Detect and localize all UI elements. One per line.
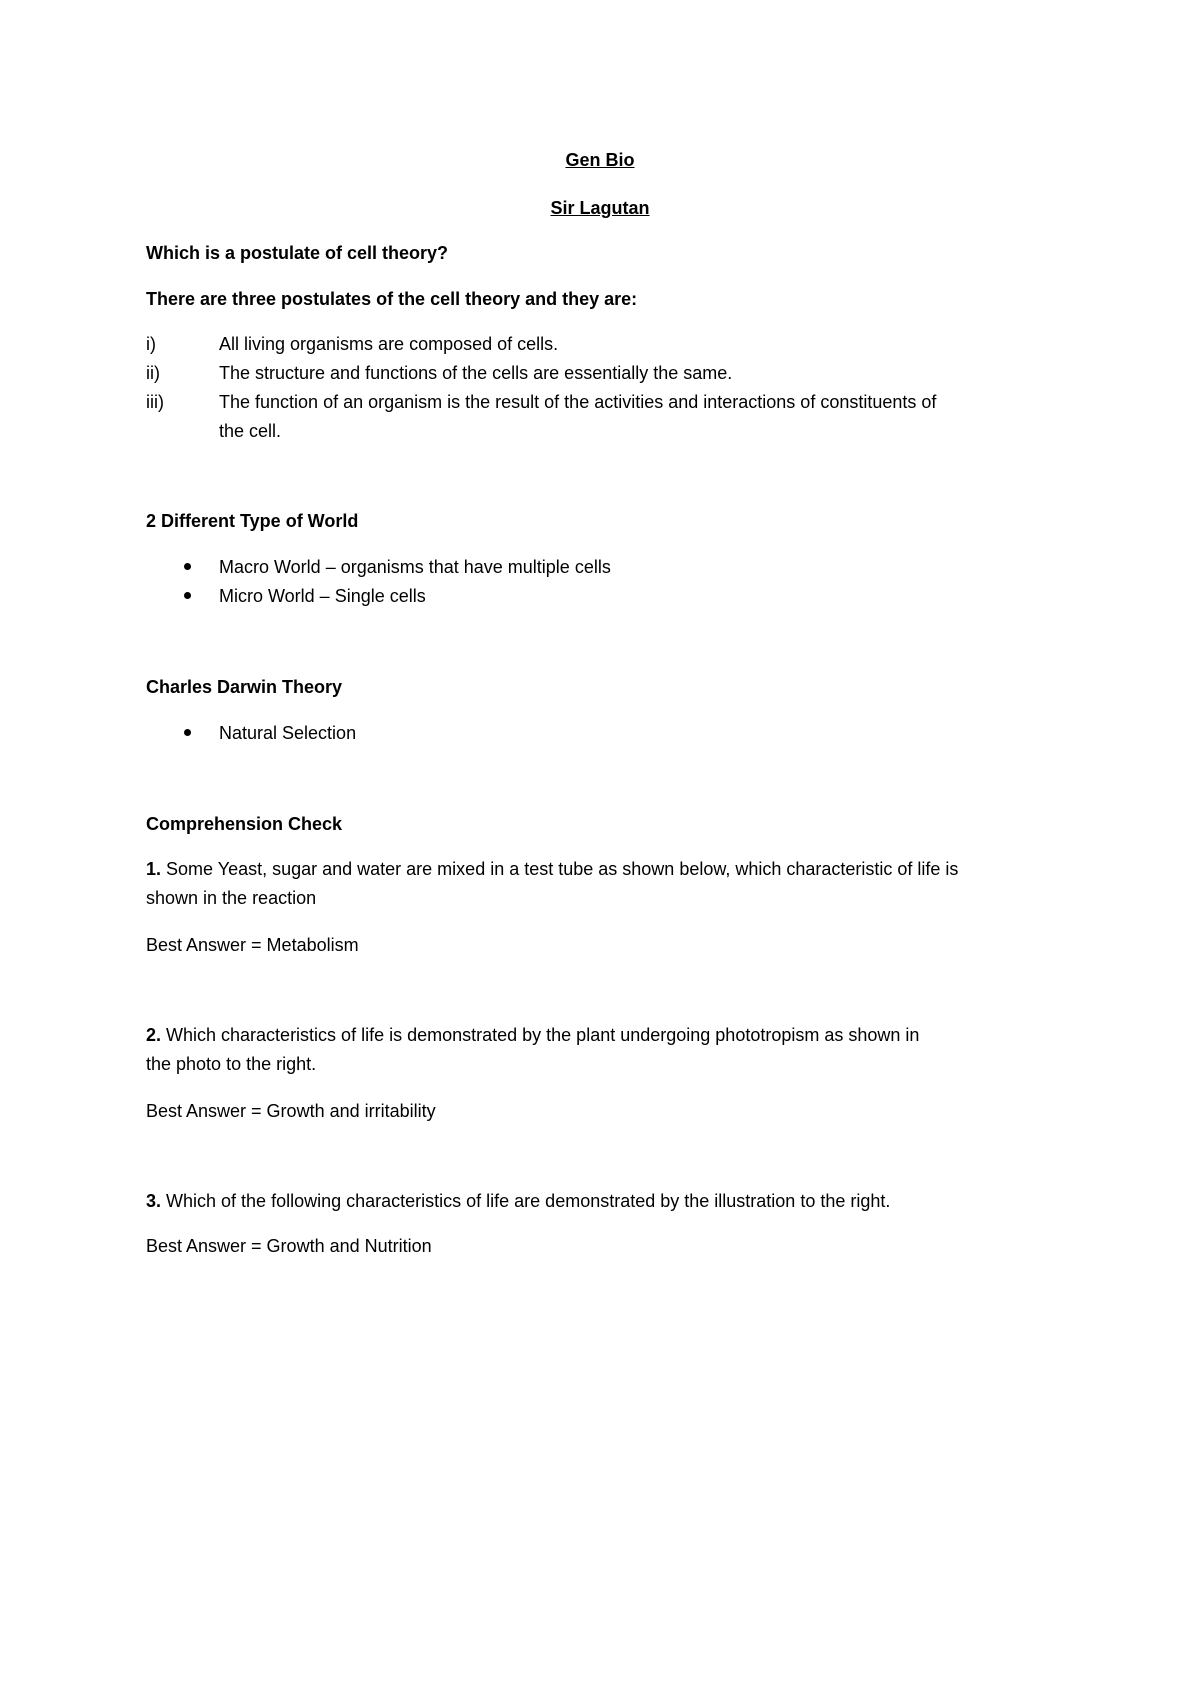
darwin-heading: Charles Darwin Theory [146,677,343,697]
comprehension-heading: Comprehension Check [146,814,343,834]
bullet-icon [184,563,191,570]
postulate-text: The structure and functions of the cells are essentially the same. [219,363,733,383]
question-number: 3. [146,1191,162,1211]
list-item: Micro World – Single cells [219,586,426,606]
postulate-text-continued: the cell. [219,421,282,441]
question-1 [146,857,958,881]
postulate-text: All living organisms are composed of cells. [219,334,559,354]
postulate-marker: ii) [146,363,160,383]
worlds-heading: 2 Different Type of World [146,511,359,531]
cell-theory-intro: There are three postulates of the cell theory and they are: [146,289,638,309]
question-text: Some Yeast, sugar and water are mixed in a test tube as shown below, which characteristic of life is [161,859,959,879]
document-title: Gen Bio [565,150,635,170]
postulate-marker: i) [146,334,156,354]
question-1-continued: shown in the reaction [146,888,317,908]
bullet-icon [184,592,191,599]
question-text: Which characteristics of life is demonstrated by the plant undergoing phototropism as shown in [161,1025,920,1045]
teacher-name: Sir Lagutan [550,198,650,218]
answer-2: Best Answer = Growth and irritability [146,1101,436,1121]
question-2 [146,1023,919,1047]
question-2-continued: the photo to the right. [146,1054,317,1074]
postulate-text: The function of an organism is the result of the activities and interactions of constituents of [219,392,937,412]
postulate-marker: iii) [146,392,164,412]
list-item: Natural Selection [219,723,357,743]
question-3 [146,1189,890,1213]
question-number: 1. [146,859,162,879]
answer-1: Best Answer = Metabolism [146,935,359,955]
question-text: Which of the following characteristics of life are demonstrated by the illustration to the right. [161,1191,891,1211]
cell-theory-question: Which is a postulate of cell theory? [146,243,449,263]
list-item: Macro World – organisms that have multiple cells [219,557,611,577]
question-number: 2. [146,1025,162,1045]
bullet-icon [184,729,191,736]
answer-3: Best Answer = Growth and Nutrition [146,1236,432,1256]
